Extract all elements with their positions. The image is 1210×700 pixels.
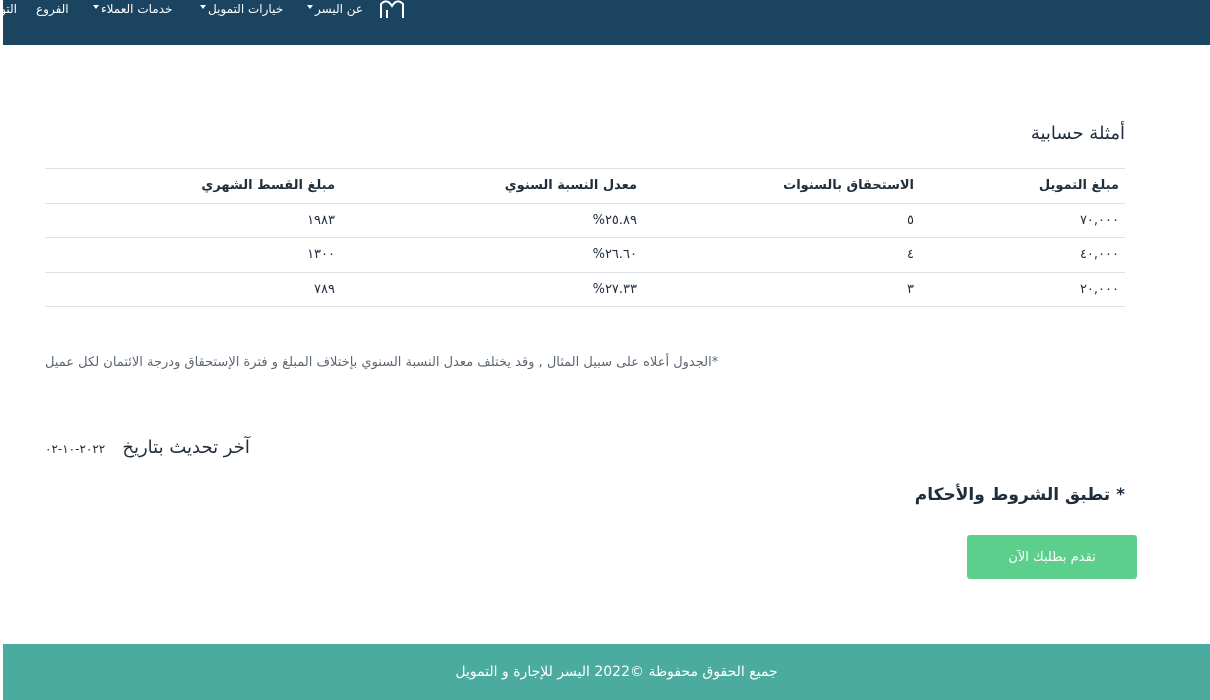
terms-and-conditions-notice: * تطبق الشروط والأحكام <box>914 485 1125 505</box>
calculation-examples-table <box>45 168 1125 307</box>
cell-maturity-years: ٣ <box>643 272 920 307</box>
nav-finance-options-menu[interactable] <box>200 2 283 16</box>
nav-customer-service-menu[interactable] <box>93 2 172 16</box>
chevron-down-icon <box>200 5 206 9</box>
last-update-label: آخر تحديث بتاريخ <box>122 437 250 458</box>
cell-maturity-years: ٤ <box>643 238 920 273</box>
cell-finance-amount: ٢٠,٠٠٠ <box>920 272 1125 307</box>
page-footer <box>3 644 1210 700</box>
apply-now-button[interactable]: تقدم بطلبك الآن <box>967 535 1137 579</box>
cell-monthly-installment: ١٣٠٠ <box>45 238 341 273</box>
nav-extra-label: التو <box>0 2 17 16</box>
nav-branches-link[interactable] <box>36 2 69 16</box>
nav-extra-link[interactable] <box>0 2 17 16</box>
table-row <box>45 203 1125 238</box>
table-row <box>45 272 1125 307</box>
section-title: أمثلة حسابية <box>1030 123 1125 144</box>
nav-customer-service-label: خدمات العملاء <box>101 2 173 16</box>
cell-monthly-installment: ١٩٨٣ <box>45 203 341 238</box>
nav-finance-options-label: خيارات التمويل <box>208 2 284 16</box>
last-update-row <box>45 437 250 458</box>
alyusr-logo-icon[interactable] <box>379 0 405 18</box>
header-maturity-years: الاستحقاق بالسنوات <box>643 169 920 204</box>
chevron-down-icon <box>307 5 313 9</box>
top-navbar <box>0 0 1210 45</box>
footer-copyright: جميع الحقوق محفوظة ©2022 اليسر للإجارة و التمويل <box>455 664 778 680</box>
nav-about-menu[interactable] <box>307 2 363 16</box>
header-monthly-installment: مبلغ القسط الشهري <box>45 169 341 204</box>
table-row <box>45 238 1125 273</box>
header-finance-amount: مبلغ التمويل <box>920 169 1125 204</box>
cell-annual-rate: ٢٧.٣٣% <box>341 272 643 307</box>
last-update-date: ٢٠٢٢-١٠-٠٢ <box>45 442 106 456</box>
cell-finance-amount: ٤٠,٠٠٠ <box>920 238 1125 273</box>
nav-about-label: عن اليسر <box>315 2 364 16</box>
chevron-down-icon <box>93 5 99 9</box>
nav-branches-label: الفروع <box>36 2 69 16</box>
table-disclaimer-note: *الجدول أعلاه على سبيل المثال , وقد يختلف معدل النسبة السنوي بإختلاف المبلغ و فترة الإستحقاق ودرجة الائتمان لكل عميل <box>45 355 719 370</box>
header-annual-rate: معدل النسبة السنوي <box>341 169 643 204</box>
main-content <box>3 45 1210 644</box>
cell-finance-amount: ٧٠,٠٠٠ <box>920 203 1125 238</box>
cell-annual-rate: ٢٦.٦٠% <box>341 238 643 273</box>
cell-annual-rate: ٢٥.٨٩% <box>341 203 643 238</box>
table-header-row <box>45 169 1125 204</box>
cell-monthly-installment: ٧٨٩ <box>45 272 341 307</box>
cell-maturity-years: ٥ <box>643 203 920 238</box>
